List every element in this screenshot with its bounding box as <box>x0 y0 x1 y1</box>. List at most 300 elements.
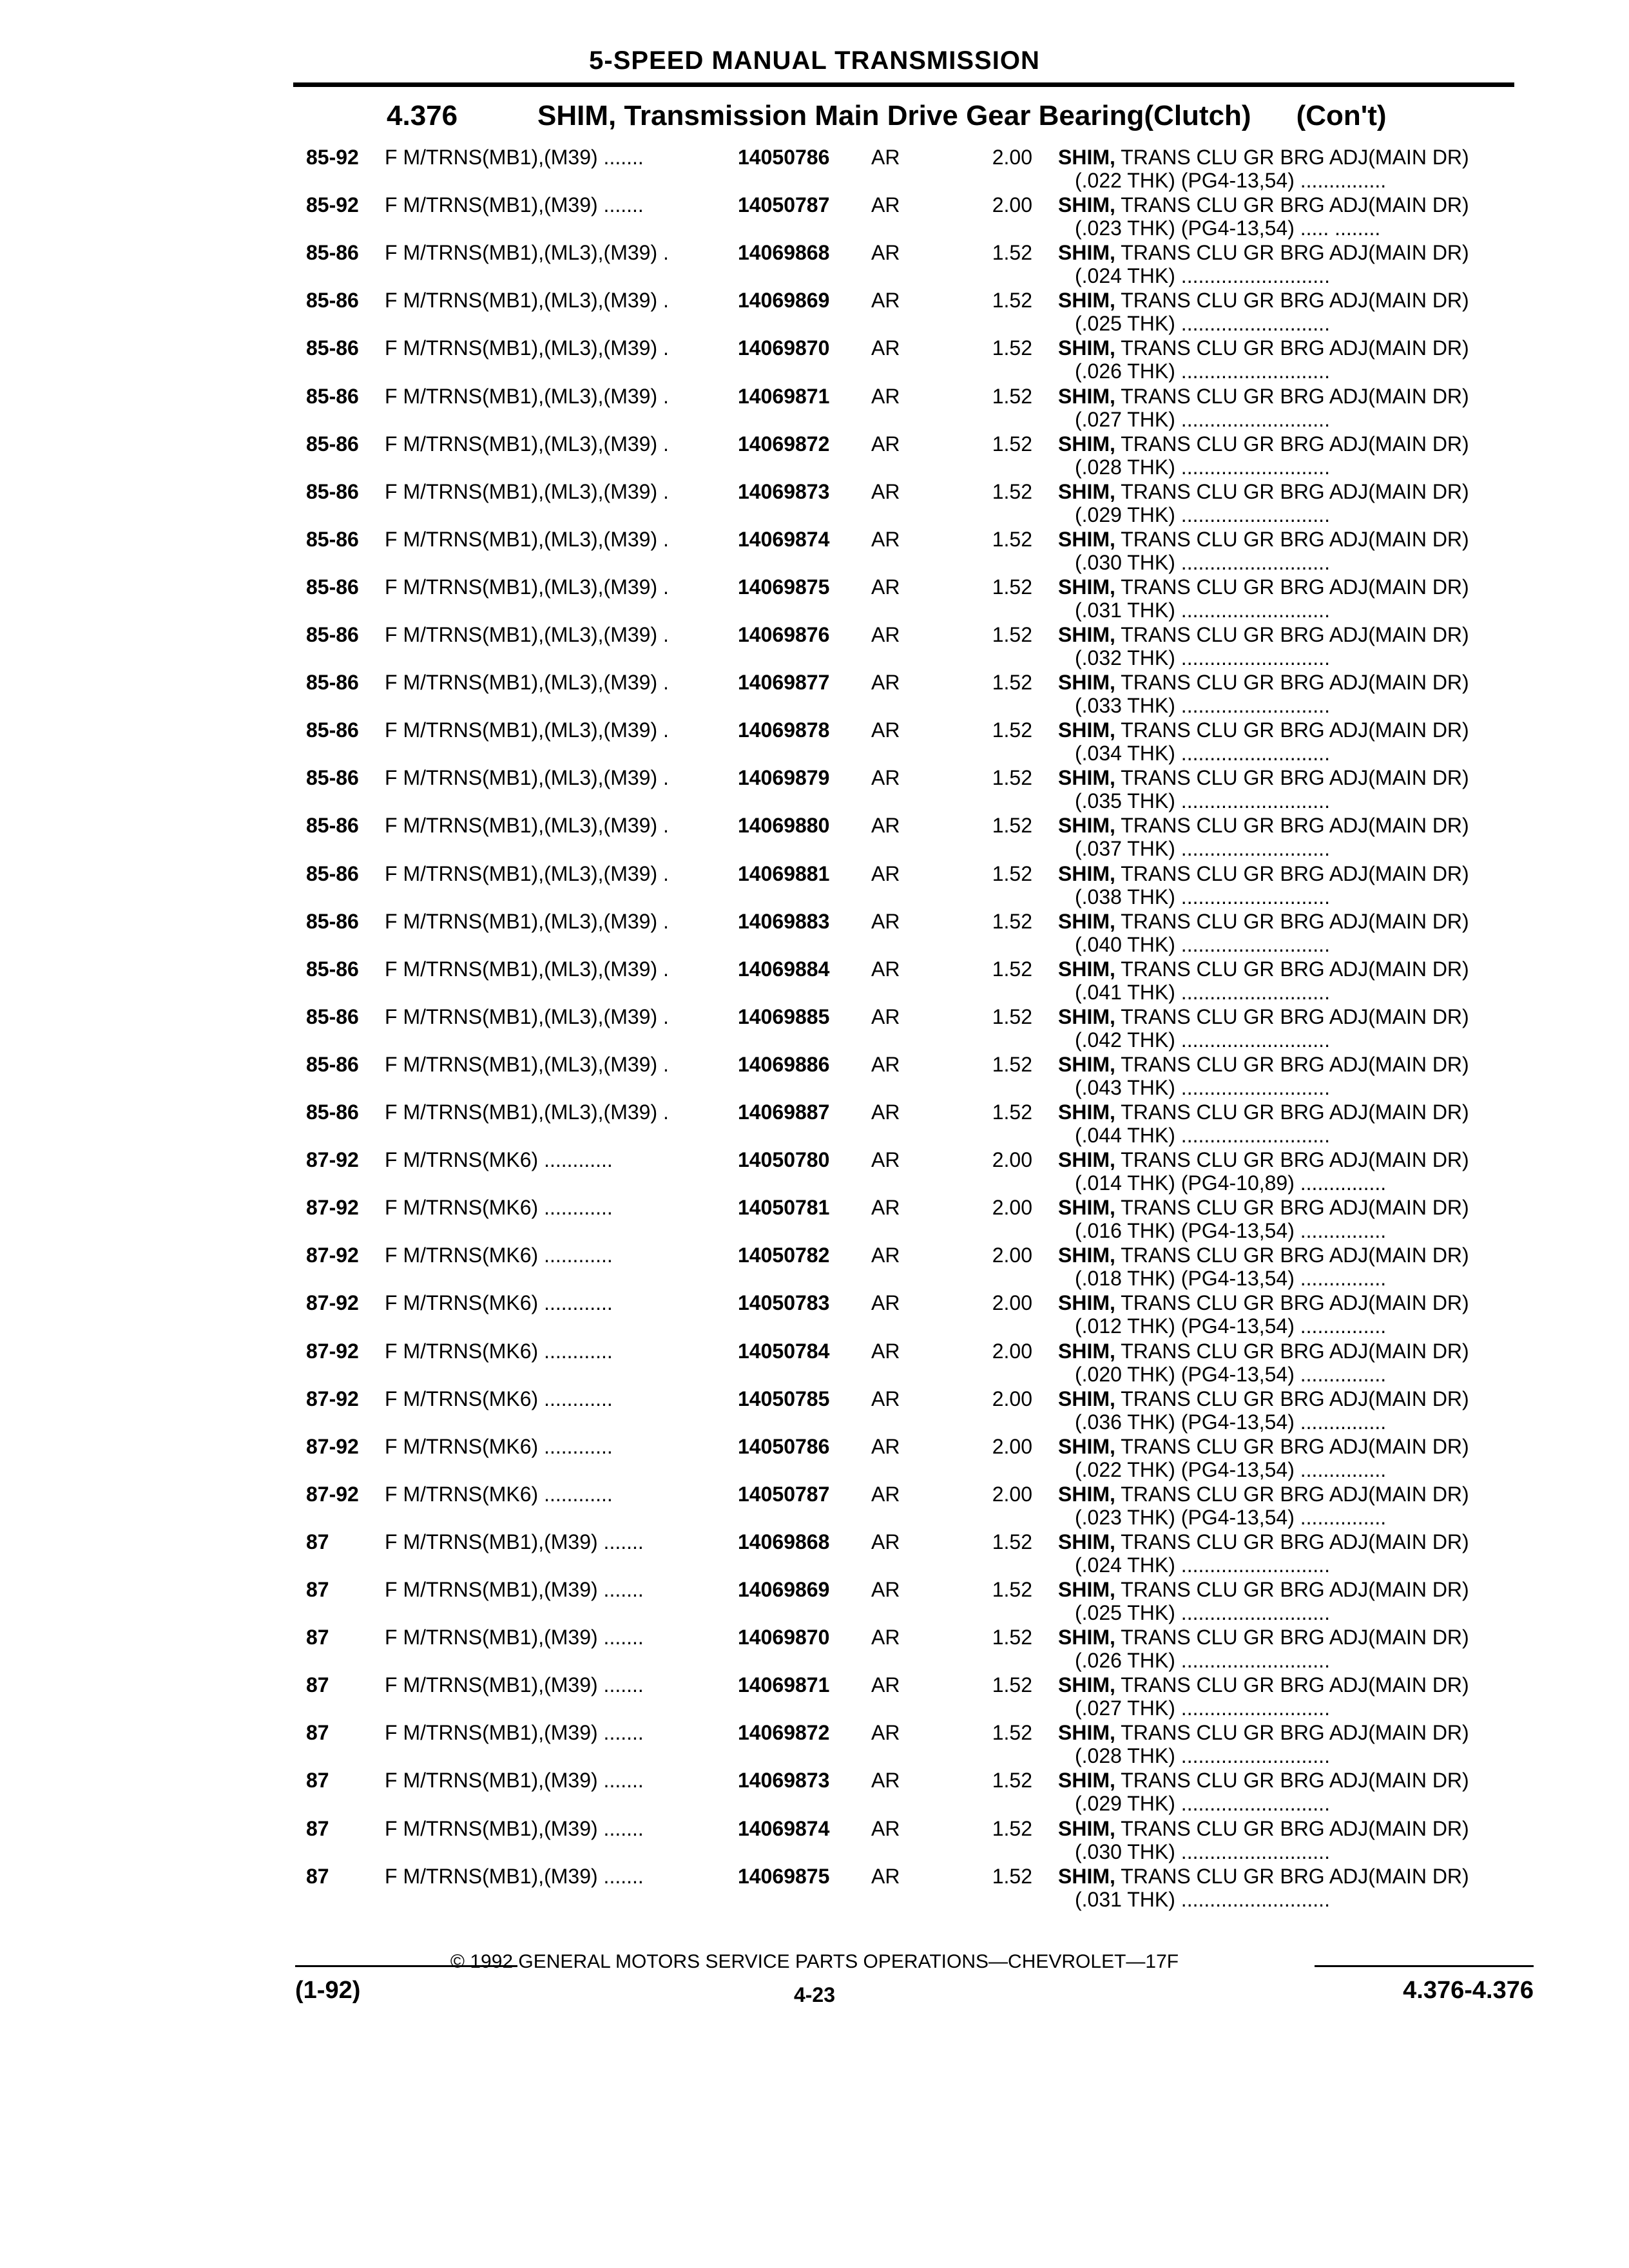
model-year: 87 <box>306 1816 329 1840</box>
quantity: AR <box>871 1339 900 1363</box>
description-text: TRANS CLU GR BRG ADJ(MAIN DR) <box>1115 1434 1469 1458</box>
table-row <box>0 1340 1629 1387</box>
model-year: 85-86 <box>306 1100 359 1124</box>
part-number: 14069869 <box>738 289 830 312</box>
price: 1.52 <box>992 1578 1032 1601</box>
part-number: 14069887 <box>738 1100 830 1124</box>
model-year: 85-86 <box>306 384 359 408</box>
table-row <box>0 1483 1629 1530</box>
description-keyword: SHIM, <box>1058 1578 1115 1601</box>
quantity: AR <box>871 1864 900 1888</box>
description-detail: (.022 THK) (PG4-13,54) ............... <box>1075 169 1387 192</box>
table-row <box>0 575 1629 623</box>
description-keyword: SHIM, <box>1058 384 1115 408</box>
description-keyword: SHIM, <box>1058 1052 1115 1076</box>
description-text: TRANS CLU GR BRG ADJ(MAIN DR) <box>1115 1052 1469 1076</box>
application: F M/TRNS(MB1),(ML3),(M39) . <box>385 957 669 981</box>
price: 2.00 <box>992 1482 1032 1506</box>
part-number: 14069883 <box>738 909 830 933</box>
part-number: 14069879 <box>738 766 830 790</box>
application: F M/TRNS(MB1),(M39) ....... <box>385 1626 644 1649</box>
quantity: AR <box>871 146 900 169</box>
table-row <box>0 1435 1629 1483</box>
part-number: 14069877 <box>738 671 830 695</box>
application: F M/TRNS(MB1),(M39) ....... <box>385 1530 644 1553</box>
description-detail: (.014 THK) (PG4-10,89) ............... <box>1075 1171 1387 1195</box>
quantity: AR <box>871 527 900 551</box>
description <box>1058 528 1469 552</box>
table-row <box>0 1196 1629 1244</box>
model-year: 85-86 <box>306 957 359 981</box>
part-number: 14050787 <box>738 1482 830 1506</box>
description-keyword: SHIM, <box>1058 527 1115 551</box>
price: 1.52 <box>992 671 1032 695</box>
description-text: TRANS CLU GR BRG ADJ(MAIN DR) <box>1115 1244 1469 1267</box>
description-detail: (.044 THK) .......................... <box>1075 1124 1330 1147</box>
quantity: AR <box>871 1482 900 1506</box>
description-keyword: SHIM, <box>1058 1482 1115 1506</box>
quantity: AR <box>871 479 900 503</box>
table-row <box>0 385 1629 432</box>
table-row <box>0 1148 1629 1196</box>
model-year: 87 <box>306 1769 329 1792</box>
price: 2.00 <box>992 146 1032 169</box>
footer-section-range: 4.376-4.376 <box>1403 1977 1534 2004</box>
description-detail: (.024 THK) .......................... <box>1075 1553 1330 1577</box>
description-detail: (.030 THK) .......................... <box>1075 1840 1330 1863</box>
description <box>1058 1530 1469 1554</box>
description-keyword: SHIM, <box>1058 718 1115 742</box>
part-number: 14069871 <box>738 384 830 408</box>
application: F M/TRNS(MB1),(M39) ....... <box>385 1721 644 1745</box>
description <box>1058 862 1469 886</box>
description <box>1058 575 1469 599</box>
description-detail: (.035 THK) .......................... <box>1075 789 1330 813</box>
description-keyword: SHIM, <box>1058 1339 1115 1363</box>
description-detail: (.025 THK) .......................... <box>1075 1601 1330 1624</box>
table-row <box>0 193 1629 241</box>
description <box>1058 671 1469 695</box>
description-detail: (.016 THK) (PG4-13,54) ............... <box>1075 1219 1387 1243</box>
description <box>1058 1005 1469 1029</box>
quantity: AR <box>871 1769 900 1792</box>
table-row <box>0 1387 1629 1435</box>
part-number: 14050783 <box>738 1291 830 1315</box>
description-text: TRANS CLU GR BRG ADJ(MAIN DR) <box>1115 1673 1469 1697</box>
table-row <box>0 241 1629 289</box>
quantity: AR <box>871 1816 900 1840</box>
description-text: TRANS CLU GR BRG ADJ(MAIN DR) <box>1115 1530 1469 1553</box>
table-row <box>0 336 1629 384</box>
price: 1.52 <box>992 384 1032 408</box>
model-year: 85-92 <box>306 146 359 169</box>
price: 1.52 <box>992 1673 1032 1697</box>
model-year: 87-92 <box>306 1291 359 1315</box>
application: F M/TRNS(MB1),(ML3),(M39) . <box>385 1004 669 1028</box>
part-number: 14069881 <box>738 861 830 885</box>
application: F M/TRNS(MB1),(ML3),(M39) . <box>385 527 669 551</box>
model-year: 85-86 <box>306 432 359 456</box>
description-detail: (.026 THK) .......................... <box>1075 360 1330 383</box>
description-text: TRANS CLU GR BRG ADJ(MAIN DR) <box>1115 1291 1469 1315</box>
quantity: AR <box>871 861 900 885</box>
price: 1.52 <box>992 1769 1032 1792</box>
price: 2.00 <box>992 1196 1032 1220</box>
page-header-title: 5-SPEED MANUAL TRANSMISSION <box>589 46 1040 75</box>
description-detail: (.040 THK) .......................... <box>1075 932 1330 956</box>
description-keyword: SHIM, <box>1058 957 1115 981</box>
description <box>1058 336 1469 360</box>
table-row <box>0 910 1629 957</box>
table-row <box>0 1053 1629 1100</box>
model-year: 85-86 <box>306 527 359 551</box>
model-year: 85-86 <box>306 861 359 885</box>
model-year: 85-86 <box>306 479 359 503</box>
model-year: 87-92 <box>306 1196 359 1220</box>
part-number: 14050785 <box>738 1387 830 1410</box>
description-detail: (.042 THK) .......................... <box>1075 1028 1330 1052</box>
description <box>1058 718 1469 742</box>
description-detail: (.026 THK) .......................... <box>1075 1649 1330 1673</box>
description <box>1058 1291 1469 1315</box>
model-year: 85-86 <box>306 241 359 265</box>
quantity: AR <box>871 1434 900 1458</box>
price: 1.52 <box>992 289 1032 312</box>
model-year: 87-92 <box>306 1482 359 1506</box>
price: 2.00 <box>992 1244 1032 1267</box>
description-text: TRANS CLU GR BRG ADJ(MAIN DR) <box>1115 1769 1469 1792</box>
description-detail: (.033 THK) .......................... <box>1075 694 1330 718</box>
application: F M/TRNS(MK6) ............ <box>385 1482 613 1506</box>
table-row <box>0 432 1629 480</box>
quantity: AR <box>871 289 900 312</box>
price: 1.52 <box>992 909 1032 933</box>
quantity: AR <box>871 1291 900 1315</box>
description-keyword: SHIM, <box>1058 1721 1115 1745</box>
table-row <box>0 1578 1629 1626</box>
price: 1.52 <box>992 623 1032 646</box>
price: 2.00 <box>992 1434 1032 1458</box>
description-text: TRANS CLU GR BRG ADJ(MAIN DR) <box>1115 623 1469 646</box>
description-text: TRANS CLU GR BRG ADJ(MAIN DR) <box>1115 1148 1469 1172</box>
application: F M/TRNS(MK6) ............ <box>385 1196 613 1220</box>
quantity: AR <box>871 1196 900 1220</box>
price: 1.52 <box>992 766 1032 790</box>
description <box>1058 1865 1469 1888</box>
table-row <box>0 862 1629 910</box>
table-row <box>0 766 1629 814</box>
section-title: SHIM, Transmission Main Drive Gear Bearing(Clutch) <box>537 100 1251 131</box>
description <box>1058 1196 1469 1220</box>
description <box>1058 432 1469 456</box>
description-detail: (.034 THK) .......................... <box>1075 742 1330 765</box>
quantity: AR <box>871 1721 900 1745</box>
description <box>1058 1817 1469 1841</box>
part-number: 14050782 <box>738 1244 830 1267</box>
model-year: 85-86 <box>306 1052 359 1076</box>
quantity: AR <box>871 718 900 742</box>
price: 1.52 <box>992 1864 1032 1888</box>
part-number: 14050786 <box>738 1434 830 1458</box>
table-row <box>0 1721 1629 1769</box>
application: F M/TRNS(MB1),(ML3),(M39) . <box>385 575 669 599</box>
description-keyword: SHIM, <box>1058 1148 1115 1172</box>
description <box>1058 1483 1469 1506</box>
part-number: 14050781 <box>738 1196 830 1220</box>
description-keyword: SHIM, <box>1058 1816 1115 1840</box>
description-detail: (.031 THK) .......................... <box>1075 598 1330 622</box>
part-number: 14069871 <box>738 1673 830 1697</box>
description <box>1058 1673 1469 1697</box>
part-number: 14069875 <box>738 575 830 599</box>
description-keyword: SHIM, <box>1058 289 1115 312</box>
section-continued: (Con't) <box>1296 100 1387 131</box>
price: 2.00 <box>992 1387 1032 1410</box>
quantity: AR <box>871 957 900 981</box>
price: 1.52 <box>992 479 1032 503</box>
quantity: AR <box>871 623 900 646</box>
price: 1.52 <box>992 1816 1032 1840</box>
price: 1.52 <box>992 1721 1032 1745</box>
model-year: 87-92 <box>306 1434 359 1458</box>
description-text: TRANS CLU GR BRG ADJ(MAIN DR) <box>1115 336 1469 360</box>
table-row <box>0 1100 1629 1148</box>
part-number: 14069876 <box>738 623 830 646</box>
application: F M/TRNS(MK6) ............ <box>385 1244 613 1267</box>
application: F M/TRNS(MB1),(M39) ....... <box>385 1578 644 1601</box>
application: F M/TRNS(MB1),(ML3),(M39) . <box>385 718 669 742</box>
price: 1.52 <box>992 1626 1032 1649</box>
part-number: 14069885 <box>738 1004 830 1028</box>
description-detail: (.025 THK) .......................... <box>1075 312 1330 336</box>
model-year: 87-92 <box>306 1148 359 1172</box>
quantity: AR <box>871 241 900 265</box>
description-detail: (.028 THK) .......................... <box>1075 1744 1330 1768</box>
table-row <box>0 146 1629 193</box>
description-keyword: SHIM, <box>1058 1673 1115 1697</box>
application: F M/TRNS(MB1),(ML3),(M39) . <box>385 909 669 933</box>
footer-date: (1-92) <box>295 1977 361 2004</box>
quantity: AR <box>871 1004 900 1028</box>
model-year: 85-92 <box>306 193 359 217</box>
application: F M/TRNS(MB1),(ML3),(M39) . <box>385 623 669 646</box>
description <box>1058 766 1469 790</box>
quantity: AR <box>871 1626 900 1649</box>
section-number: 4.376 <box>387 100 458 131</box>
table-row <box>0 480 1629 528</box>
description-text: TRANS CLU GR BRG ADJ(MAIN DR) <box>1115 432 1469 456</box>
description-keyword: SHIM, <box>1058 479 1115 503</box>
table-row <box>0 671 1629 718</box>
description-text: TRANS CLU GR BRG ADJ(MAIN DR) <box>1115 479 1469 503</box>
quantity: AR <box>871 432 900 456</box>
description <box>1058 1387 1469 1411</box>
table-row <box>0 957 1629 1005</box>
table-row <box>0 1005 1629 1053</box>
description-keyword: SHIM, <box>1058 1434 1115 1458</box>
description-detail: (.027 THK) .......................... <box>1075 1696 1330 1720</box>
application: F M/TRNS(MK6) ............ <box>385 1339 613 1363</box>
description-detail: (.031 THK) .......................... <box>1075 1887 1330 1911</box>
description <box>1058 910 1469 934</box>
description <box>1058 1578 1469 1602</box>
description-text: TRANS CLU GR BRG ADJ(MAIN DR) <box>1115 814 1469 838</box>
application: F M/TRNS(MB1),(M39) ....... <box>385 1816 644 1840</box>
description-detail: (.041 THK) .......................... <box>1075 980 1330 1004</box>
model-year: 87 <box>306 1864 329 1888</box>
part-number: 14050784 <box>738 1339 830 1363</box>
application: F M/TRNS(MB1),(M39) ....... <box>385 1769 644 1792</box>
description-text: TRANS CLU GR BRG ADJ(MAIN DR) <box>1115 957 1469 981</box>
model-year: 87 <box>306 1673 329 1697</box>
description-keyword: SHIM, <box>1058 909 1115 933</box>
footer-copyright: © 1992 GENERAL MOTORS SERVICE PARTS OPERATIONS—CHEVROLET—17F <box>450 1951 1179 1972</box>
model-year: 85-86 <box>306 909 359 933</box>
description-keyword: SHIM, <box>1058 1291 1115 1315</box>
description-detail: (.043 THK) .......................... <box>1075 1075 1330 1099</box>
description-detail: (.023 THK) (PG4-13,54) ..... ........ <box>1075 216 1381 240</box>
description <box>1058 1435 1469 1459</box>
description-keyword: SHIM, <box>1058 1626 1115 1649</box>
description <box>1058 957 1469 981</box>
price: 1.52 <box>992 241 1032 265</box>
quantity: AR <box>871 1100 900 1124</box>
model-year: 85-86 <box>306 671 359 695</box>
model-year: 87 <box>306 1721 329 1745</box>
description <box>1058 241 1469 265</box>
description-keyword: SHIM, <box>1058 241 1115 265</box>
application: F M/TRNS(MB1),(ML3),(M39) . <box>385 289 669 312</box>
description-keyword: SHIM, <box>1058 1530 1115 1553</box>
table-row <box>0 1817 1629 1865</box>
description-keyword: SHIM, <box>1058 623 1115 646</box>
part-number: 14069872 <box>738 1721 830 1745</box>
description-text: TRANS CLU GR BRG ADJ(MAIN DR) <box>1115 146 1469 169</box>
description-detail: (.023 THK) (PG4-13,54) ............... <box>1075 1505 1387 1529</box>
description-text: TRANS CLU GR BRG ADJ(MAIN DR) <box>1115 671 1469 695</box>
model-year: 85-86 <box>306 718 359 742</box>
application: F M/TRNS(MB1),(ML3),(M39) . <box>385 479 669 503</box>
model-year: 85-86 <box>306 766 359 790</box>
description <box>1058 1100 1469 1124</box>
table-row <box>0 1769 1629 1816</box>
description-detail: (.024 THK) .......................... <box>1075 264 1330 288</box>
description-text: TRANS CLU GR BRG ADJ(MAIN DR) <box>1115 1196 1469 1220</box>
model-year: 87 <box>306 1626 329 1649</box>
description <box>1058 1769 1469 1792</box>
part-number: 14069878 <box>738 718 830 742</box>
part-number: 14069870 <box>738 1626 830 1649</box>
description-detail: (.029 THK) .......................... <box>1075 1792 1330 1816</box>
description-keyword: SHIM, <box>1058 575 1115 599</box>
description-detail: (.012 THK) (PG4-13,54) ............... <box>1075 1314 1387 1338</box>
description-text: TRANS CLU GR BRG ADJ(MAIN DR) <box>1115 384 1469 408</box>
model-year: 85-86 <box>306 289 359 312</box>
price: 1.52 <box>992 1100 1032 1124</box>
application: F M/TRNS(MK6) ............ <box>385 1291 613 1315</box>
application: F M/TRNS(MB1),(ML3),(M39) . <box>385 1052 669 1076</box>
description-keyword: SHIM, <box>1058 432 1115 456</box>
description-text: TRANS CLU GR BRG ADJ(MAIN DR) <box>1115 1721 1469 1745</box>
description-keyword: SHIM, <box>1058 766 1115 790</box>
description-keyword: SHIM, <box>1058 1196 1115 1220</box>
price: 1.52 <box>992 718 1032 742</box>
description-text: TRANS CLU GR BRG ADJ(MAIN DR) <box>1115 1816 1469 1840</box>
part-number: 14050787 <box>738 193 830 217</box>
description-keyword: SHIM, <box>1058 1387 1115 1410</box>
quantity: AR <box>871 1530 900 1553</box>
quantity: AR <box>871 1244 900 1267</box>
part-number: 14069880 <box>738 814 830 838</box>
description-keyword: SHIM, <box>1058 1004 1115 1028</box>
model-year: 87-92 <box>306 1244 359 1267</box>
description <box>1058 814 1469 838</box>
description <box>1058 1721 1469 1745</box>
description <box>1058 146 1469 169</box>
model-year: 85-86 <box>306 814 359 838</box>
description <box>1058 623 1469 647</box>
description-detail: (.027 THK) .......................... <box>1075 407 1330 431</box>
description-keyword: SHIM, <box>1058 1864 1115 1888</box>
quantity: AR <box>871 814 900 838</box>
price: 2.00 <box>992 193 1032 217</box>
model-year: 87 <box>306 1578 329 1601</box>
price: 1.52 <box>992 336 1032 360</box>
part-number: 14050786 <box>738 146 830 169</box>
description <box>1058 1053 1469 1077</box>
application: F M/TRNS(MB1),(M39) ....... <box>385 193 644 217</box>
application: F M/TRNS(MB1),(ML3),(M39) . <box>385 671 669 695</box>
description-text: TRANS CLU GR BRG ADJ(MAIN DR) <box>1115 1387 1469 1410</box>
application: F M/TRNS(MB1),(ML3),(M39) . <box>385 384 669 408</box>
description-detail: (.038 THK) .......................... <box>1075 885 1330 908</box>
description-text: TRANS CLU GR BRG ADJ(MAIN DR) <box>1115 575 1469 599</box>
table-row <box>0 289 1629 336</box>
application: F M/TRNS(MB1),(ML3),(M39) . <box>385 432 669 456</box>
description <box>1058 1340 1469 1363</box>
price: 1.52 <box>992 575 1032 599</box>
application: F M/TRNS(MB1),(M39) ....... <box>385 1673 644 1697</box>
quantity: AR <box>871 1578 900 1601</box>
description-detail: (.036 THK) (PG4-13,54) ............... <box>1075 1410 1387 1434</box>
description-text: TRANS CLU GR BRG ADJ(MAIN DR) <box>1115 861 1469 885</box>
quantity: AR <box>871 909 900 933</box>
quantity: AR <box>871 671 900 695</box>
price: 1.52 <box>992 527 1032 551</box>
description-detail: (.020 THK) (PG4-13,54) ............... <box>1075 1362 1387 1386</box>
description-detail: (.037 THK) .......................... <box>1075 837 1330 861</box>
description-keyword: SHIM, <box>1058 146 1115 169</box>
model-year: 87 <box>306 1530 329 1553</box>
part-number: 14069873 <box>738 1769 830 1792</box>
description-keyword: SHIM, <box>1058 814 1115 838</box>
description-keyword: SHIM, <box>1058 1769 1115 1792</box>
application: F M/TRNS(MB1),(ML3),(M39) . <box>385 814 669 838</box>
description-text: TRANS CLU GR BRG ADJ(MAIN DR) <box>1115 1100 1469 1124</box>
price: 2.00 <box>992 1148 1032 1172</box>
description-keyword: SHIM, <box>1058 1244 1115 1267</box>
part-number: 14069869 <box>738 1578 830 1601</box>
description-text: TRANS CLU GR BRG ADJ(MAIN DR) <box>1115 527 1469 551</box>
description-detail: (.022 THK) (PG4-13,54) ............... <box>1075 1457 1387 1481</box>
table-row <box>0 718 1629 766</box>
part-number: 14069874 <box>738 1816 830 1840</box>
application: F M/TRNS(MB1),(M39) ....... <box>385 146 644 169</box>
price: 1.52 <box>992 957 1032 981</box>
description <box>1058 385 1469 408</box>
model-year: 85-86 <box>306 336 359 360</box>
part-number: 14050780 <box>738 1148 830 1172</box>
